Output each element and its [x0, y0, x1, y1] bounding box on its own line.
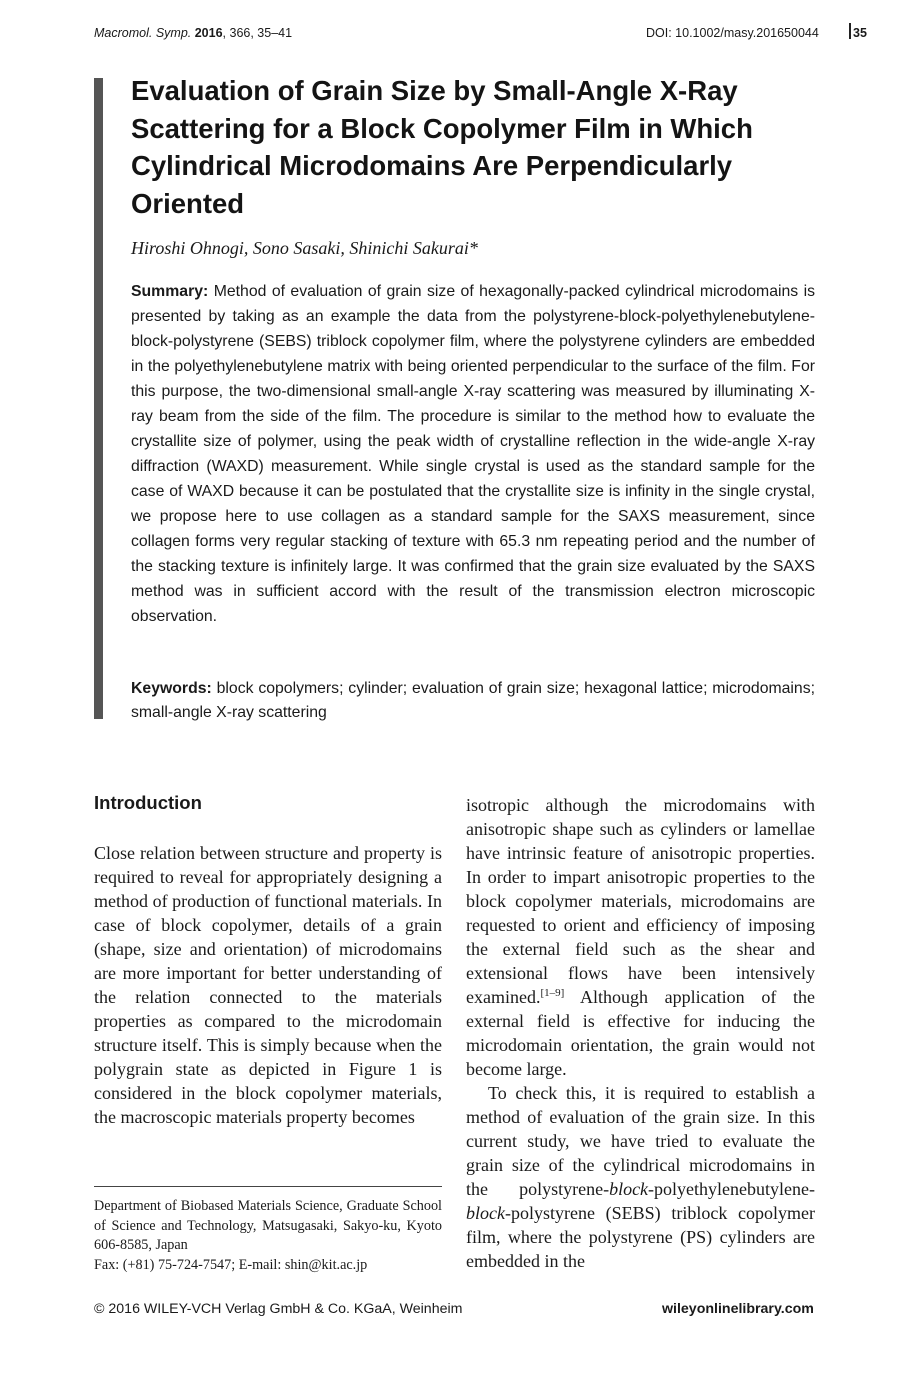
italic-term: block — [609, 1179, 649, 1199]
keywords — [131, 677, 815, 725]
abstract-summary — [131, 279, 815, 629]
keywords-text: block copolymers; cylinder; evaluation of grain size; hexagonal lattice; microdomains; small-angle X-ray scattering — [131, 680, 816, 721]
journal-year: 2016 — [194, 26, 223, 40]
doi: DOI: 10.1002/masy.201650044 — [646, 26, 819, 40]
paragraph-text: To check this, it is required to establish a method of evaluation of the grain size. In this current study, we have tried to evaluate the grain size of the cylindrical microdomains in the polystyrene- — [466, 1083, 815, 1199]
author-name: Sono Sasaki — [252, 238, 341, 258]
section-heading-introduction: Introduction — [94, 792, 202, 813]
intro-paragraph-2 — [466, 1081, 815, 1273]
body-column-right — [466, 793, 815, 1273]
paragraph-text: -polystyrene (SEBS) triblock copolymer film, where the polystyrene (PS) cylinders are embedded in the — [466, 1203, 815, 1271]
author-name: Shinichi Sakurai* — [349, 238, 478, 258]
copyright-notice: © 2016 WILEY-VCH Verlag GmbH & Co. KGaA, Weinheim — [94, 1301, 463, 1317]
affiliation-footnote — [94, 1197, 442, 1275]
author-name: Hiroshi Ohnogi — [131, 238, 244, 258]
affiliation-contact: Fax: (+81) 75-724-7547; E-mail: shin@kit.ac.jp — [94, 1256, 368, 1273]
summary-text: Method of evaluation of grain size of hexagonally-packed cylindrical microdomains is presented by taking as an example the data from the polystyrene-block-polyethylenebutylene-block-polystyrene (SEBS) triblock copolymer film, where the polystyrene cylinders are embedded in the polyethylenebutylene matrix with being oriented perpendicular to the surface of the film. For this purpose, the two-dimensional small-angle X-ray scattering was measured by illuminating X-ray beam from the side of the film. The procedure is similar to the method how to evaluate the crystallite size of polymer, using the peak width of crystalline reflection in the wide-angle X-ray diffraction (WAXD) measurement. While single crystal is used as the standard sample for the case of WAXD because it can be postulated that the crystallite size is infinity in the single crystal, we propose here to use collagen as a standard sample for the SAXS measurement, since collagen forms very regular stacking of texture with 65.3 nm repeating period and the number of the stacking texture is infinitely large. It was confirmed that the grain size evaluated by the SAXS method was in sufficient accord with the result of the transmission electron microscopic observation. — [131, 283, 816, 625]
journal-name: Macromol. Symp. — [94, 26, 192, 40]
footnote-divider — [94, 1186, 442, 1187]
article-title: Evaluation of Grain Size by Small-Angle X-Ray Scattering for a Block Copolymer Film in Which Cylindrical Microdomains Are Perpendicularly Oriented — [131, 75, 753, 219]
body-column-left — [94, 790, 442, 1129]
citation-reference[interactable]: [1–9] — [540, 987, 565, 999]
summary-label: Summary: — [131, 283, 209, 300]
publisher-website-link[interactable]: wileyonlinelibrary.com — [662, 1301, 814, 1317]
paragraph-text: Although application of the external field is effective for inducing the microdomain orientation, the grain would not become large. — [466, 987, 815, 1079]
author-separator: , — [243, 238, 253, 258]
author-separator: , — [340, 238, 350, 258]
intro-paragraph-1-continued — [466, 793, 815, 1081]
abstract-side-bar — [94, 78, 103, 719]
page-number: 35 — [853, 26, 867, 40]
paragraph-text: -polyethylenebutylene- — [648, 1179, 815, 1199]
volume-pages: , 366, 35–41 — [222, 26, 293, 40]
keywords-label: Keywords: — [131, 680, 212, 697]
italic-term: block — [466, 1203, 505, 1223]
affiliation-address: Department of Biobased Materials Science, Graduate School of Science and Technology, Matsugasaki, Sakyo-ku, Kyoto 606-8585, Japan — [94, 1198, 442, 1253]
page-number-divider — [849, 23, 851, 39]
paragraph-text: isotropic although the microdomains with anisotropic shape such as cylinders or lamellae have intrinsic feature of anisotropic properties. In order to impart anisotropic properties to the block copolymer materials, microdomains are requested to orient and efficiency of imposing the external field such as the shear and extensional flows have been intensively examined. — [466, 795, 815, 1007]
intro-paragraph-1: Close relation between structure and property is required to reveal for appropriately designing a method of production of functional materials. In case of block copolymer, details of a grain (shape, size and orientation) of microdomains are more important for better understanding of the relation connected to the materials properties as compared to the microdomain structure itself. This is simply because when the polygrain state as depicted in Figure 1 is considered in the block copolymer materials, the macroscopic materials property becomes — [94, 843, 442, 1127]
author-list — [131, 238, 478, 259]
running-header-citation — [94, 26, 292, 40]
